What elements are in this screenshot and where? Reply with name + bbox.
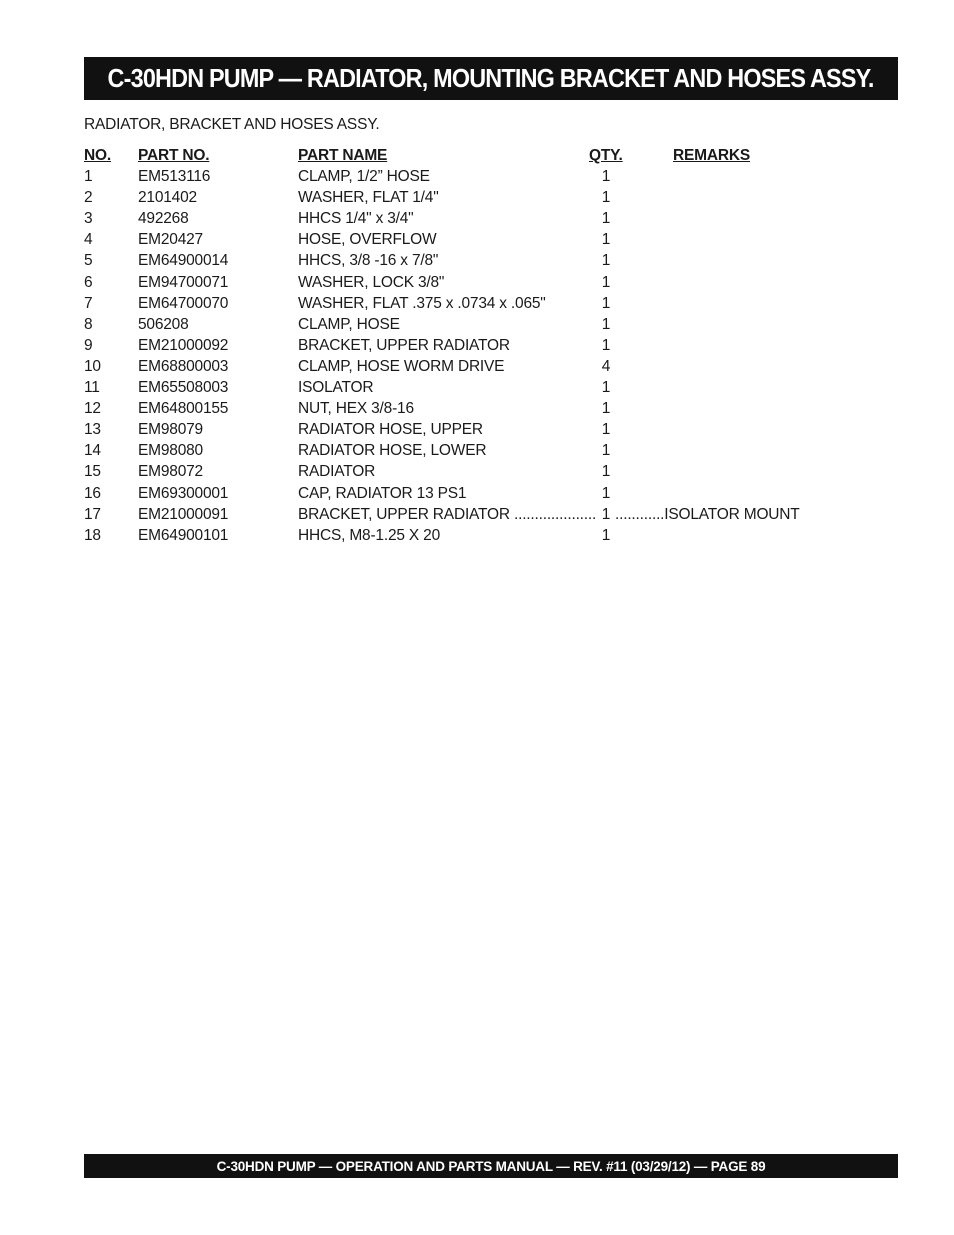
item-number: 5 <box>84 252 93 270</box>
item-number: 8 <box>84 315 93 333</box>
item-number: 6 <box>84 273 93 291</box>
header-no: NO. <box>84 147 111 164</box>
part-number: EM64700070 <box>138 294 229 312</box>
table-row <box>84 272 824 293</box>
item-number: 10 <box>84 357 101 375</box>
part-number: EM513116 <box>138 168 211 186</box>
item-number: 2 <box>84 189 93 207</box>
part-number: EM21000091 <box>138 505 229 523</box>
part-number: 2101402 <box>138 189 197 207</box>
table-body <box>84 166 824 546</box>
page-footer: C-30HDN PUMP — OPERATION AND PARTS MANUAL — REV. #11 (03/29/12) — PAGE 89 <box>216 1158 766 1174</box>
quantity: 1 <box>601 189 611 207</box>
quantity: 1 <box>601 484 611 502</box>
quantity: 1 <box>601 442 611 460</box>
part-name: CLAMP, HOSE WORM DRIVE <box>298 357 505 375</box>
part-name: RADIATOR <box>298 463 376 481</box>
part-name: WASHER, FLAT .375 x .0734 x .065" <box>298 294 546 312</box>
part-name: HHCS 1/4" x 3/4" <box>298 210 414 228</box>
remarks: ............ISOLATOR MOUNT <box>615 505 800 523</box>
quantity: 1 <box>601 336 611 354</box>
quantity: 1 <box>601 252 611 270</box>
item-number: 1 <box>84 168 93 186</box>
table-row <box>84 229 824 250</box>
part-name: RADIATOR HOSE, UPPER <box>298 421 483 439</box>
item-number: 17 <box>84 505 101 523</box>
part-number: EM65508003 <box>138 379 229 397</box>
parts-table <box>84 145 824 546</box>
part-name: HHCS, 3/8 -16 x 7/8" <box>298 252 439 270</box>
part-number: EM64900014 <box>138 252 229 270</box>
quantity: 1 <box>601 421 611 439</box>
part-number: EM98080 <box>138 442 203 460</box>
table-row <box>84 398 824 419</box>
table-row <box>84 440 824 461</box>
item-number: 15 <box>84 463 101 481</box>
quantity: 1 <box>601 168 611 186</box>
quantity: 1 <box>601 315 611 333</box>
table-row <box>84 293 824 314</box>
item-number: 14 <box>84 442 101 460</box>
part-number: EM20427 <box>138 231 203 249</box>
item-number: 11 <box>84 379 100 397</box>
table-row <box>84 483 824 504</box>
table-row <box>84 187 824 208</box>
item-number: 18 <box>84 526 101 544</box>
quantity: 1 <box>601 526 611 544</box>
section-heading: RADIATOR, BRACKET AND HOSES ASSY. <box>84 116 380 133</box>
quantity: 4 <box>601 357 611 375</box>
part-name: ISOLATOR <box>298 379 374 397</box>
part-number: EM64900101 <box>138 526 229 544</box>
part-name: NUT, HEX 3/8-16 <box>298 400 414 418</box>
part-name: CLAMP, 1/2” HOSE <box>298 168 430 186</box>
quantity: 1 <box>601 463 611 481</box>
page-title-bar <box>84 57 898 100</box>
page-title: C-30HDN PUMP — RADIATOR, MOUNTING BRACKET AND HOSES ASSY. <box>108 63 874 93</box>
table-row <box>84 208 824 229</box>
quantity: 1 <box>601 273 611 291</box>
header-qty: QTY. <box>589 147 623 164</box>
table-row <box>84 166 824 187</box>
part-name: WASHER, FLAT 1/4" <box>298 189 439 207</box>
part-number: EM64800155 <box>138 400 229 418</box>
table-row <box>84 377 824 398</box>
item-number: 3 <box>84 210 93 228</box>
part-number: EM68800003 <box>138 357 229 375</box>
item-number: 12 <box>84 400 101 418</box>
part-name: BRACKET, UPPER RADIATOR .................... <box>298 505 597 523</box>
part-name: CAP, RADIATOR 13 PS1 <box>298 484 467 502</box>
part-name: CLAMP, HOSE <box>298 315 400 333</box>
quantity: 1 <box>601 379 611 397</box>
table-row <box>84 419 824 440</box>
header-part-name: PART NAME <box>298 147 388 164</box>
item-number: 9 <box>84 336 93 354</box>
header-remarks: REMARKS <box>673 147 750 164</box>
table-row <box>84 335 824 356</box>
table-row <box>84 461 824 482</box>
part-name: WASHER, LOCK 3/8" <box>298 273 445 291</box>
part-number: EM94700071 <box>138 273 229 291</box>
part-name: RADIATOR HOSE, LOWER <box>298 442 487 460</box>
item-number: 7 <box>84 294 93 312</box>
table-row <box>84 314 824 335</box>
part-number: EM69300001 <box>138 484 229 502</box>
part-name: HOSE, OVERFLOW <box>298 231 437 249</box>
table-row <box>84 525 824 546</box>
item-number: 4 <box>84 231 93 249</box>
quantity: 1 <box>601 210 611 228</box>
part-number: 506208 <box>138 315 189 333</box>
item-number: 16 <box>84 484 101 502</box>
part-name: HHCS, M8-1.25 X 20 <box>298 526 440 544</box>
part-name: BRACKET, UPPER RADIATOR <box>298 336 510 354</box>
quantity: 1 <box>601 231 611 249</box>
quantity: 1 <box>601 400 611 418</box>
page-footer-bar <box>84 1154 898 1178</box>
table-header <box>84 145 824 166</box>
part-number: 492268 <box>138 210 189 228</box>
table-row <box>84 504 824 525</box>
item-number: 13 <box>84 421 101 439</box>
table-row <box>84 356 824 377</box>
part-number: EM98079 <box>138 421 203 439</box>
quantity: 1 <box>601 294 611 312</box>
part-number: EM98072 <box>138 463 203 481</box>
part-number: EM21000092 <box>138 336 229 354</box>
table-row <box>84 250 824 271</box>
quantity: 1 <box>601 505 611 523</box>
header-part-no: PART NO. <box>138 147 210 164</box>
